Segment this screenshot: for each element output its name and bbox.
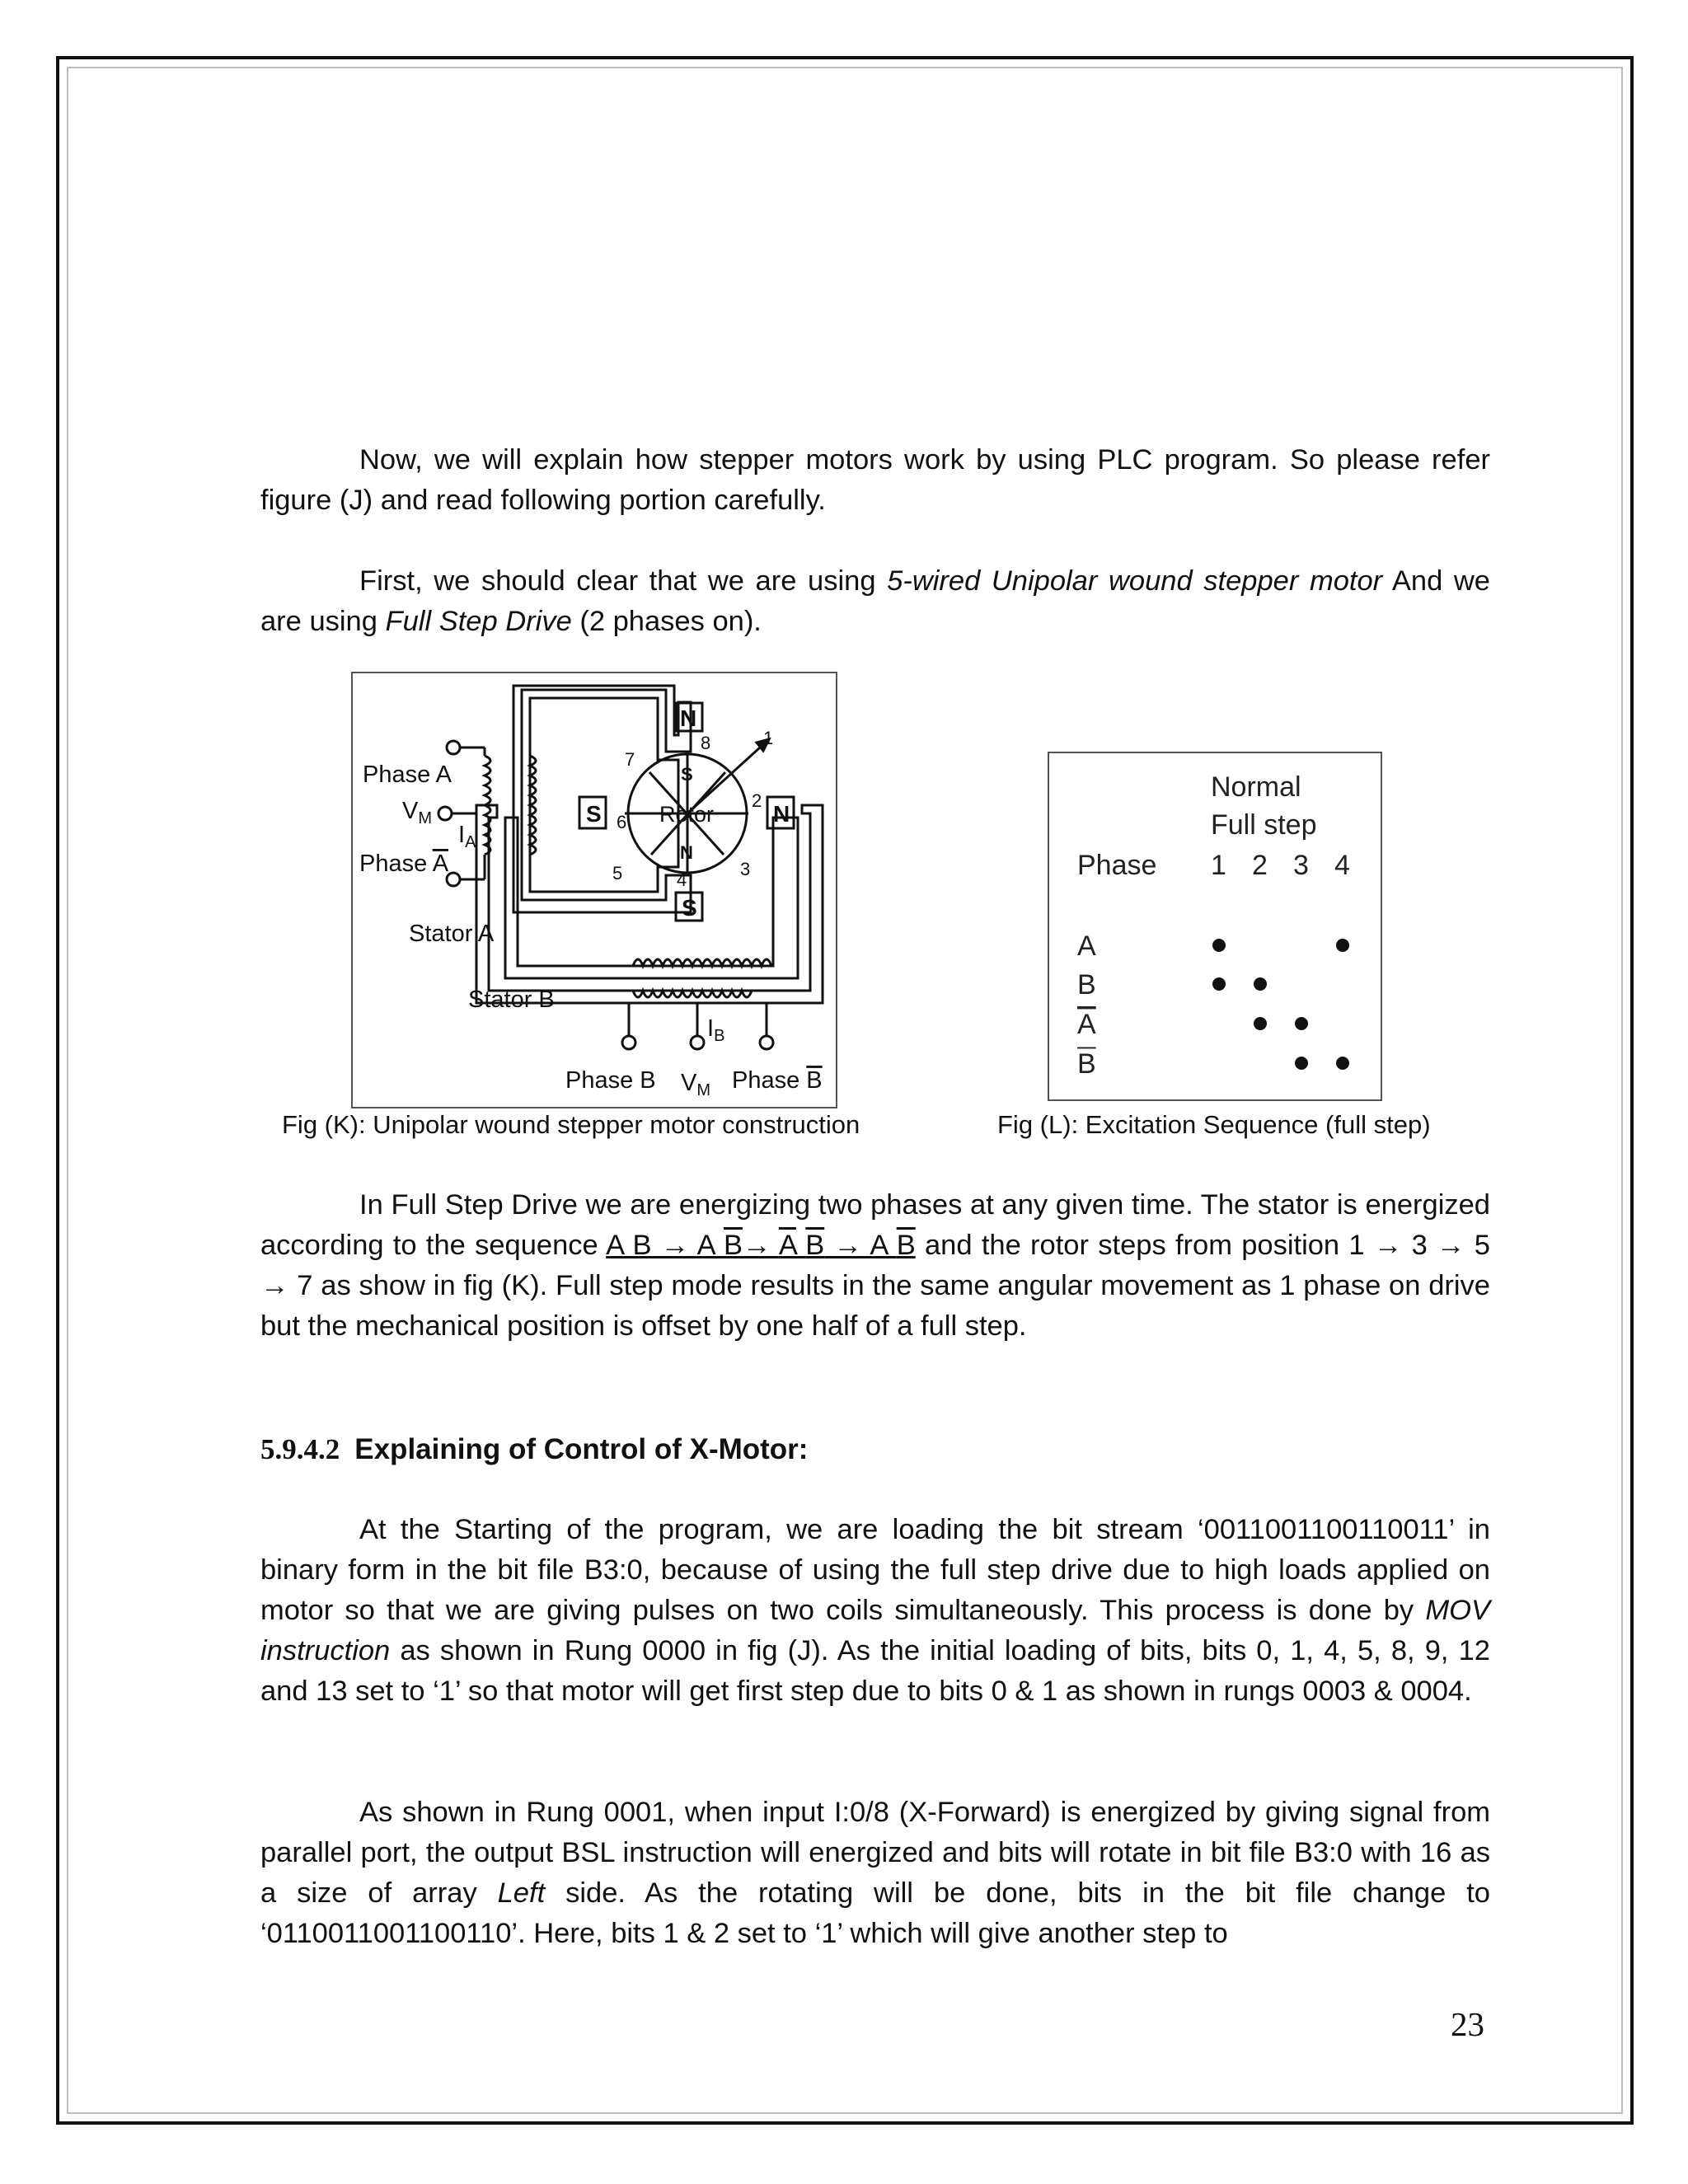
page-number: 23: [1451, 2005, 1484, 2043]
section-number: 5.9.4.2: [260, 1433, 340, 1465]
emphasis-left: Left: [497, 1877, 546, 1909]
pos-2: 2: [752, 790, 762, 811]
table-header-phase: Phase: [1077, 850, 1157, 881]
text-run: and the rotor steps from position 1 → 3 → 5 → 7 as show in fig (K). Full step mode results in the same angular movement as 1 phase on drive but the mechanical position is offset by one half of a full step.: [260, 1230, 1490, 1342]
label-phase-a-bar: Phase A: [359, 851, 449, 877]
phase-b-coil: [633, 959, 771, 966]
excitation-dot: [1336, 939, 1349, 952]
text-run: And we are using: [260, 565, 1490, 637]
emphasis-mov: MOV instruction: [260, 1595, 1490, 1666]
pole-s-rotor: S: [681, 764, 693, 785]
row-label-a-bar: A: [1077, 1009, 1096, 1040]
excitation-sequence: A B → A B→ A B → A B: [606, 1230, 916, 1261]
table-title-normal: Normal: [1211, 771, 1301, 803]
text-run: (2 phases on).: [571, 606, 762, 637]
pos-5: 5: [612, 863, 623, 883]
step-header-1: 1: [1211, 850, 1226, 881]
excitation-dot: [1295, 1017, 1308, 1030]
pos-3: 3: [740, 859, 751, 879]
paragraph-intro: [260, 440, 1490, 521]
excitation-dot: [1254, 1017, 1267, 1030]
label-phase-a: Phase A: [363, 762, 452, 788]
figure-l-excitation-table: [1048, 752, 1382, 1101]
paragraph-full-step: [260, 1185, 1490, 1347]
pole-n-rotor: N: [680, 842, 693, 863]
pos-7: 7: [625, 749, 635, 770]
caption-fig-l: Fig (L): Excitation Sequence (full step): [997, 1110, 1431, 1139]
text-run: side. As the rotating will be done, bits in the bit file change to ‘0110011001100110’. Here, bits 1 & 2 set to ‘1’ which will give another step to: [260, 1877, 1490, 1949]
emphasis-drive: Full Step Drive: [385, 606, 572, 637]
emphasis-motor: 5-wired Unipolar wound stepper motor: [887, 565, 1383, 597]
row-label-a: A: [1077, 930, 1096, 962]
excitation-dot: [1336, 1057, 1349, 1070]
label-stator-b: Stator B: [468, 987, 555, 1013]
pole-n-top: N: [680, 705, 697, 731]
pole-n-right: N: [773, 801, 790, 827]
text-run: At the Starting of the program, we are loading the bit stream ‘0011001100110011’ in binary form in the bit file B3:0, because of using the full step drive due to high loads applied on motor so that we are giving pulses on two coils simultaneously. This process is done by: [260, 1514, 1490, 1626]
section-heading: [260, 1429, 808, 1469]
stator-a-outline: [513, 686, 691, 912]
label-vm-b: $V_M$: [681, 1070, 711, 1099]
text-run: As shown in Rung 0001, when input I:0/8 (X-Forward) is energized by giving signal from parallel port, the output BSL instruction will energized and bits will rotate in bit file B3:0 with 16 as a size of array: [260, 1797, 1490, 1909]
figure-k-motor-diagram: [351, 672, 837, 1108]
paragraph-intro-text: Now, we will explain how stepper motors work by using PLC program. So please refer figure (J) and read following portion carefully.: [260, 444, 1490, 516]
pole-s-bottom: S: [682, 895, 697, 921]
label-ia: $I_A$: [458, 822, 476, 851]
pos-1: 1: [763, 728, 774, 748]
pos-6: 6: [617, 812, 627, 832]
paragraph-motor-type: [260, 561, 1490, 642]
paragraph-starting: [260, 1510, 1490, 1712]
paragraph-rung-0001: [260, 1793, 1490, 1954]
stator-b-inner: [505, 818, 798, 978]
label-stator-a: Stator A: [409, 921, 495, 947]
excitation-dots: [1212, 939, 1349, 1070]
label-ib: $I_B$: [707, 1015, 725, 1045]
stepper-motor-svg: [353, 673, 836, 1107]
pos-4: 4: [677, 869, 687, 890]
section-title: Explaining of Control of X-Motor:: [354, 1433, 809, 1465]
row-label-b: B: [1077, 969, 1096, 1001]
text-run: In Full Step Drive we are energizing two phases at any given time. The stator is energized according to the sequence: [260, 1189, 1490, 1261]
label-phase-b-bar: Phase B: [732, 1067, 823, 1094]
pole-s-left: S: [586, 801, 602, 827]
label-phase-b: Phase B: [565, 1067, 656, 1094]
step-header-3: 3: [1293, 850, 1309, 881]
excitation-dot: [1254, 977, 1267, 991]
caption-fig-k: Fig (K): Unipolar wound stepper motor construction: [282, 1110, 860, 1139]
text-run: as shown in Rung 0000 in fig (J). As the initial loading of bits, bits 0, 1, 4, 5, 8, 9, 12 and 13 set to ‘1’ so that motor will get first step due to bits 0 & 1 as shown in rungs 0003 & 0004.: [260, 1635, 1490, 1707]
excitation-table-svg: [1049, 753, 1381, 1099]
row-label-b-bar: B: [1077, 1048, 1096, 1080]
excitation-dot: [1212, 939, 1226, 952]
table-title-full-step: Full step: [1211, 809, 1317, 841]
text-run: First, we should clear that we are using: [359, 565, 888, 597]
excitation-dot: [1295, 1057, 1308, 1070]
step-header-2: 2: [1252, 850, 1268, 881]
step-header-4: 4: [1334, 850, 1350, 881]
excitation-dot: [1212, 977, 1226, 991]
pos-8: 8: [701, 733, 711, 753]
label-vm: $V_M$: [402, 798, 433, 827]
label-rotor: Rotor: [659, 802, 715, 827]
